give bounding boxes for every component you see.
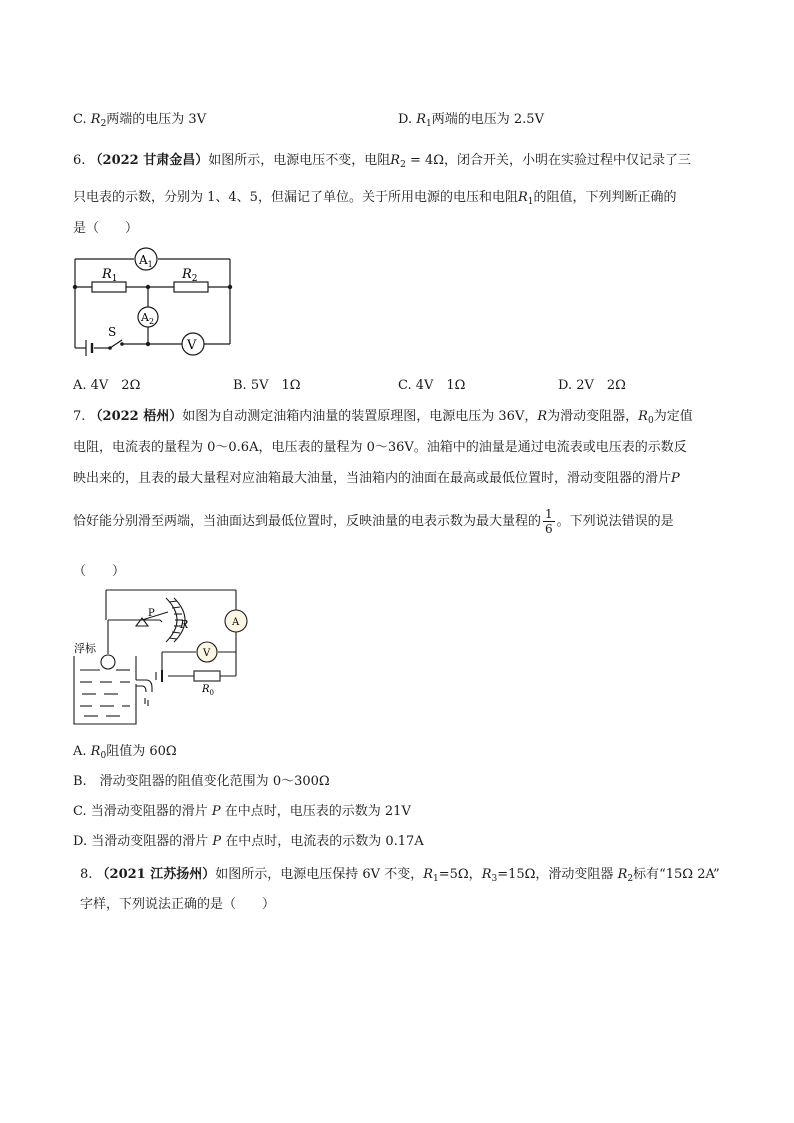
var: R [537,409,548,424]
var-sub: 2 [627,874,634,884]
r-label: R [180,618,189,631]
q8-line-1 [80,863,720,884]
svg-text:R1 [101,267,118,284]
q6-option-a: A. 4V 2Ω [73,378,141,393]
text: 在中点时，电流表的示数为 0.17A [221,834,424,849]
var: R [617,867,628,882]
text: 为滑动变阻器， [547,409,639,424]
var: R [481,867,492,882]
r0-sub: 0 [209,689,214,697]
text: 标有“15Ω 2A” [633,867,720,882]
q8-line-2: 字样，下列说法正确的是（ ） [80,897,276,912]
a-label: A [232,617,240,628]
r2-label: R [182,267,192,282]
r2-sub: 2 [191,274,198,284]
var: R [517,190,528,205]
s-label: S [108,325,117,339]
option-letter: D. [398,112,413,127]
a1-label: A [139,253,148,267]
text: 在中点时，电压表的示数为 21V [220,804,411,819]
var-sub: 1 [527,197,534,207]
r0-label: R [202,684,210,695]
frac-den: 6 [545,522,553,536]
frac-num: 1 [545,507,553,521]
var: P [212,834,222,849]
q6-option-c: C. 4V 1Ω [398,378,466,393]
var: R [423,867,433,882]
r1-sub: 1 [111,274,118,284]
v-label: V [187,338,197,353]
text: 阻值为 60Ω [106,744,177,759]
resistor-r0 [194,671,220,681]
a1-sub: 1 [147,260,153,269]
text: =5Ω， [438,867,482,882]
v-label: V [203,648,211,659]
text: = 4Ω [405,153,445,168]
var: P [671,471,680,486]
question-number: 8. [80,867,93,882]
text: 的阻值，下列判断正确的 [533,190,677,205]
text: D. 当滑动变阻器的滑片 [73,834,213,849]
var: R [390,153,401,168]
svg-text:R2 [181,267,198,284]
var: R [90,112,101,127]
text: A. [73,744,91,759]
text: 恰好能分别滑至两端，当油面达到最低位置时，反映油量的电表示数为最大量程的 [73,514,542,529]
q5-option-d [398,108,544,129]
q7-option-d [73,830,424,849]
text: 如图所示，电源电压保持 6V 不变， [215,867,424,882]
question-source: （2022 甘肃金昌） [89,153,209,168]
r1-label: R [102,267,112,282]
var-sub: 1 [433,874,439,884]
text: 。下列说法错误的是 [556,514,674,529]
q7-line-3 [73,467,680,486]
var-sub: 1 [426,119,432,129]
text: C. 当滑动变阻器的滑片 [73,804,212,819]
question-number: 7. [73,409,86,424]
var-sub: 0 [100,751,107,761]
q6-option-b: B. 5V 1Ω [233,378,301,393]
var: R [90,744,101,759]
var: R [416,112,427,127]
var-sub: 3 [491,874,498,884]
option-text: 两端的电压为 2.5V [431,112,544,127]
q7-line-1 [73,405,693,426]
float-label: 浮标 [74,642,96,655]
q6-line-3 [73,217,138,236]
q7-line-2: 电阻，电流表的量程为 0～0.6A，电压表的量程为 0～36V。油箱中的油量是通过电流表或电压表的示数反 [73,440,687,455]
text: 为定值 [653,409,693,424]
float-ball [101,655,115,669]
q6-line-1 [73,149,691,170]
q7-line-4 [73,507,674,536]
text: 映出来的，且表的最大量程对应油箱最大油量，当油箱内的油面在最高或最低位置时，滑动变阻器的滑片 [73,471,672,486]
var: P [211,804,221,819]
q6-option-d: D. 2V 2Ω [558,378,626,393]
option-text: 两端的电压为 3V [106,112,207,127]
p-label: P [148,608,155,619]
text: =15Ω，滑动变阻器 [497,867,618,882]
question-source: （2021 江苏扬州） [96,867,216,882]
question-number: 6. [73,153,86,168]
fraction [543,507,555,536]
q7-option-a [73,740,177,761]
text: ，闭合开关，小明在实验过程中仅记录了三 [444,153,692,168]
a2-label: A [141,311,149,324]
text: 是（ ） [73,221,139,236]
q6-circuit-diagram [70,244,235,356]
text: 如图为自动测定油箱内油量的装置原理图，电源电压为 36V， [182,409,538,424]
q5-option-c [73,108,206,129]
q6-line-2 [73,186,677,207]
a2-sub: 2 [148,317,155,326]
q7-option-c [73,800,411,819]
text: 如图所示，电源电压不变，电阻 [208,153,391,168]
q7-option-b: B. 滑动变阻器的阻值变化范围为 0～300Ω [73,774,330,789]
var-sub: 2 [100,119,107,129]
svg-text:R0 [201,684,214,697]
q7-line-5: （ ） [73,564,126,579]
question-source: （2022 梧州） [89,409,183,424]
text: 只电表的示数，分别为 1、4、5，但漏记了单位。关于所用电源的电压和电阻 [73,190,518,205]
var-sub: 0 [647,416,654,426]
var: R [638,409,648,424]
option-letter: C. [73,112,87,127]
var-sub: 2 [400,160,406,170]
resistor-r1 [92,282,126,292]
q7-oil-gauge-diagram [70,586,255,728]
